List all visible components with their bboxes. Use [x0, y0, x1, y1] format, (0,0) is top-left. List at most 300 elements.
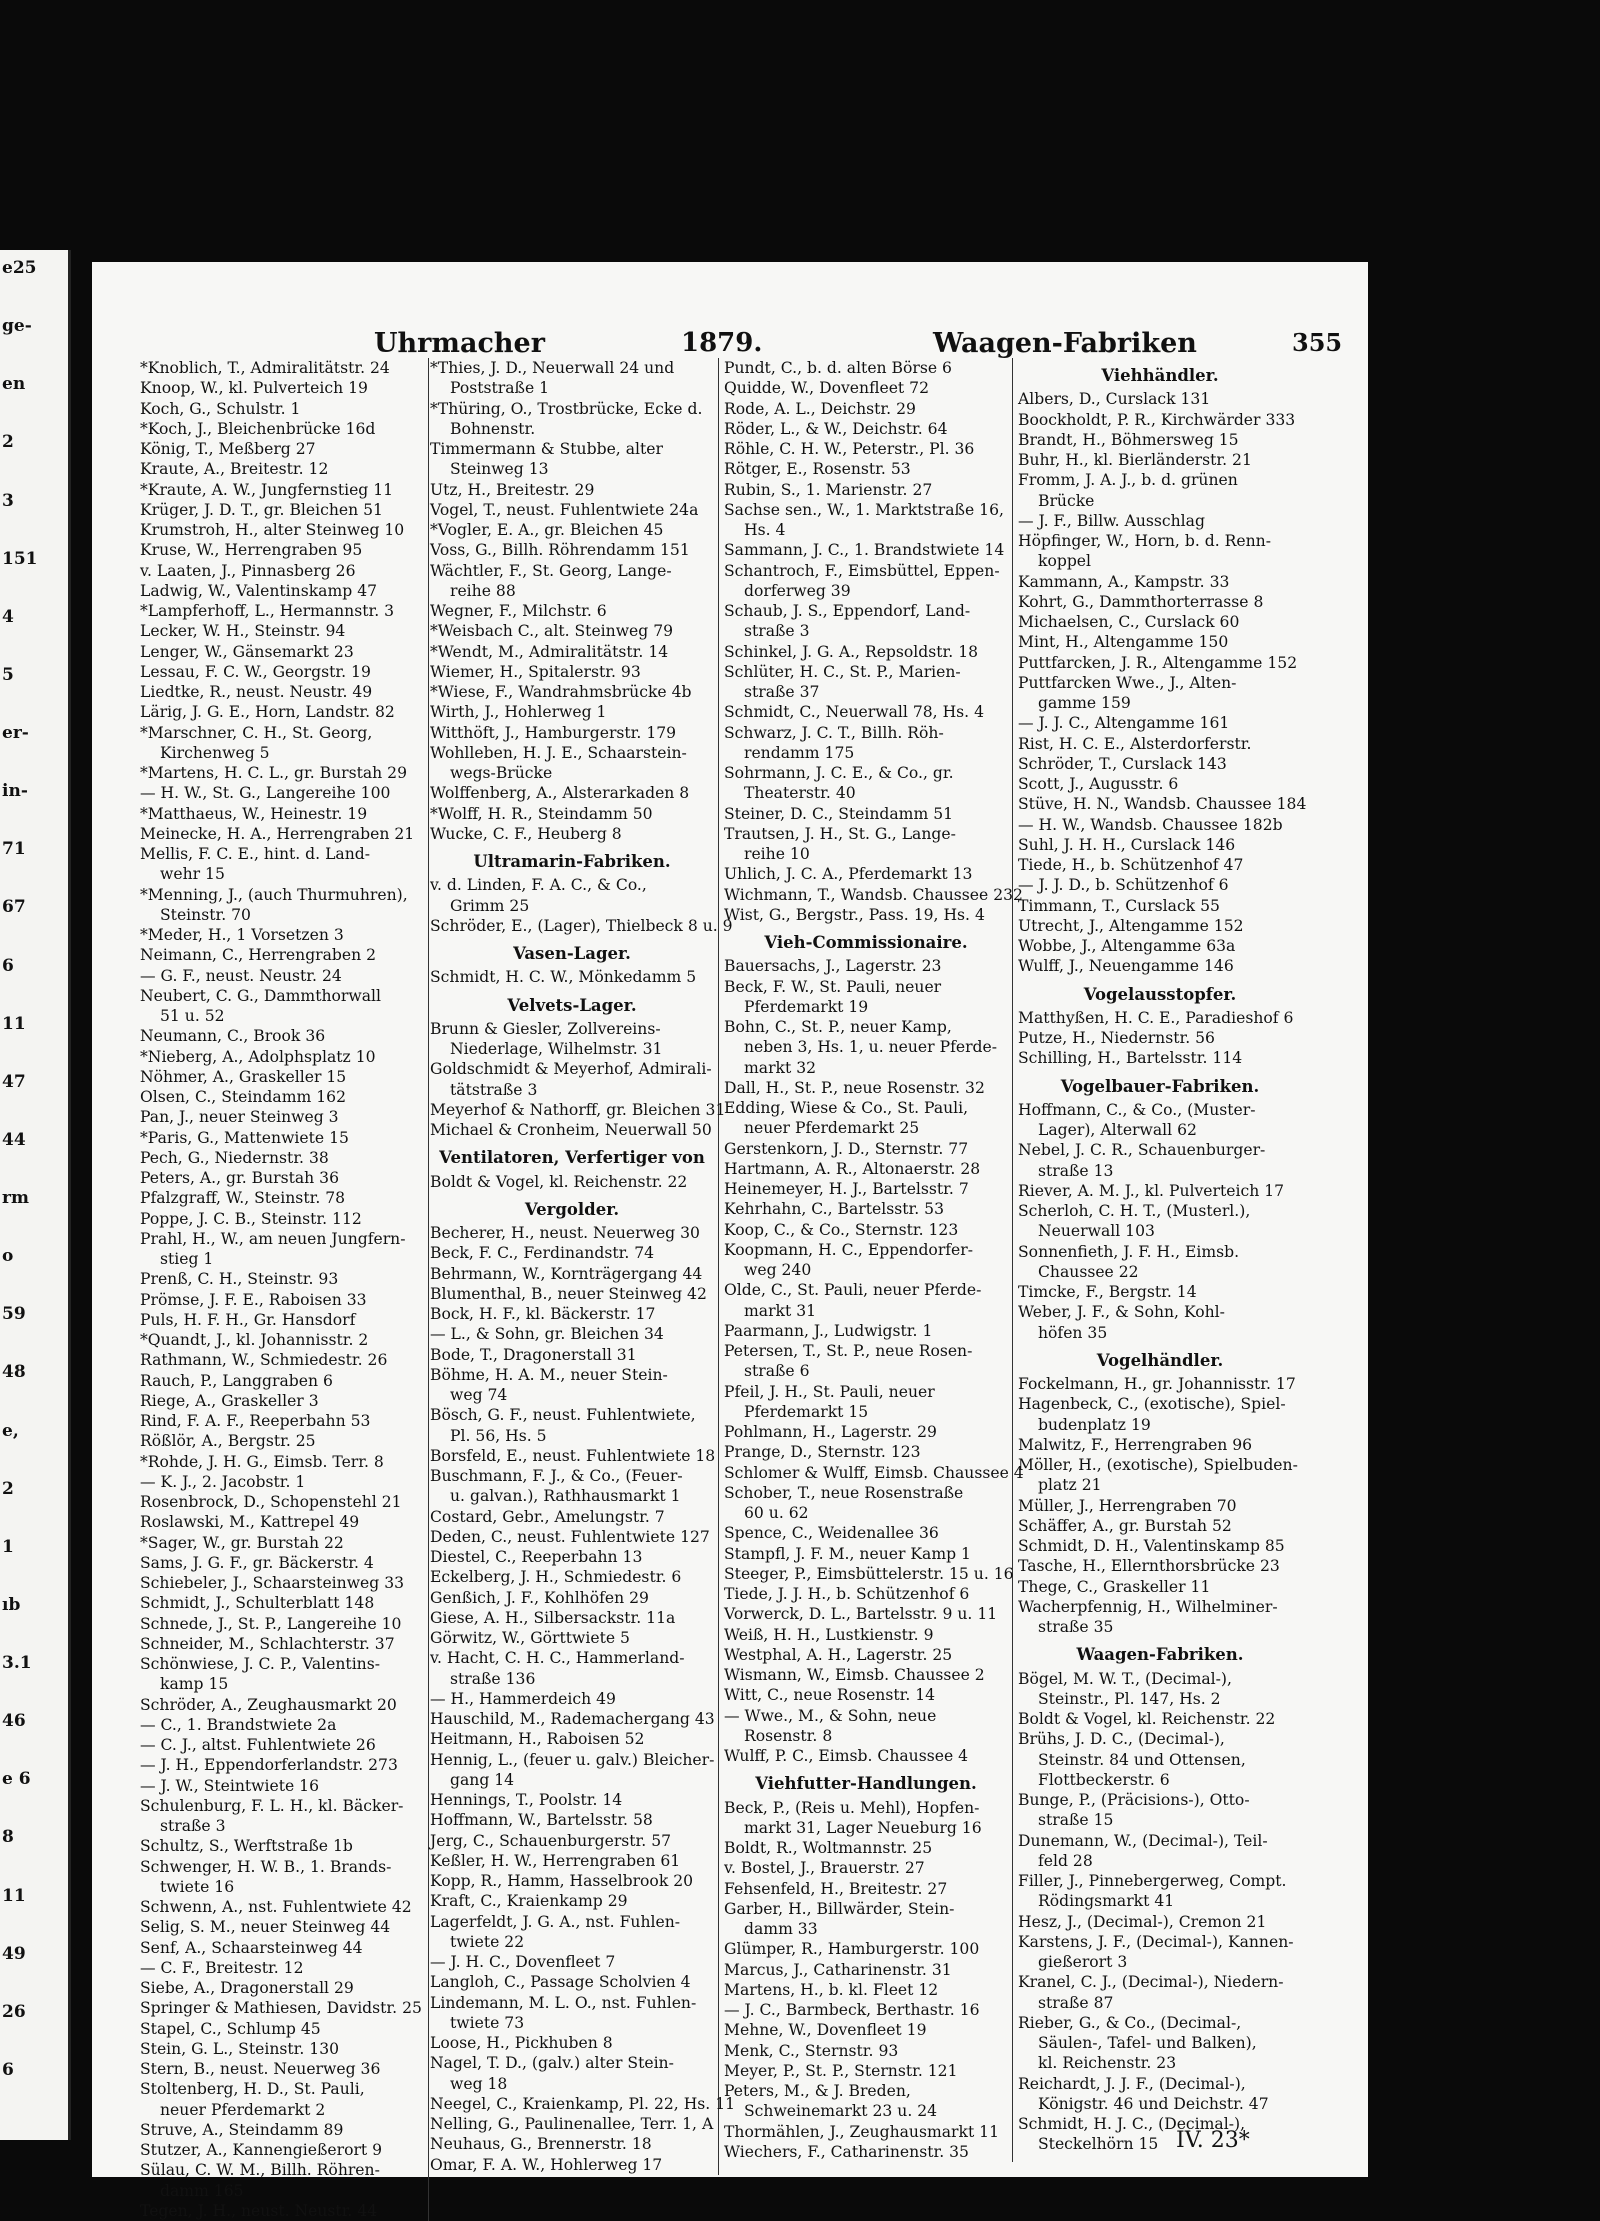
- directory-entry: Bunge, P., (Präcisions-), Otto-: [1018, 1791, 1250, 1809]
- directory-entry: Müller, J., Herrengraben 70: [1018, 1496, 1237, 1515]
- directory-entry: Wismann, W., Eimsb. Chaussee 2: [724, 1666, 985, 1684]
- directory-entry: Heitmann, H., Raboisen 52: [430, 1730, 645, 1749]
- directory-entry: Deden, C., neust. Fuhlentwiete 127: [430, 1527, 710, 1546]
- directory-entry: Tegen, J. H., neust. Neustr. 44: [140, 2201, 378, 2220]
- directory-entry: Blumenthal, B., neuer Steinweg 42: [430, 1284, 707, 1303]
- directory-entry: Mellis, F. C. E., hint. d. Land-: [140, 845, 371, 863]
- directory-entry: — L., & Sohn, gr. Bleichen 34: [430, 1325, 664, 1344]
- entry-continuation: Grimm 25: [450, 896, 530, 915]
- directory-entry: König, T., Meßberg 27: [140, 440, 316, 458]
- directory-entry: Timcke, F., Bergstr. 14: [1018, 1283, 1197, 1301]
- directory-entry: Wiemer, H., Spitalerstr. 93: [430, 662, 641, 681]
- directory-entry: Lecker, W. H., Steinstr. 94: [140, 622, 346, 641]
- directory-entry: — J. H. C., Dovenfleet 7: [430, 1953, 616, 1971]
- directory-entry: Kranel, C. J., (Decimal-), Niedern-: [1018, 1973, 1284, 1992]
- entry-continuation: reihe 88: [450, 581, 516, 600]
- directory-entry: Thormählen, J., Zeughausmarkt 11: [724, 2122, 1000, 2141]
- entry-continuation: straße 13: [1038, 1161, 1114, 1180]
- directory-entry: Buhr, H., kl. Bierländerstr. 21: [1018, 451, 1252, 469]
- margin-fragment: 6: [2, 2060, 14, 2080]
- directory-entry: Boockholdt, P. R., Kirchwärder 333: [1018, 410, 1296, 429]
- entry-continuation: weg 240: [744, 1261, 812, 1279]
- directory-entry: Schaub, J. S., Eppendorf, Land-: [724, 602, 971, 620]
- margin-fragment: 151: [2, 549, 38, 569]
- directory-entry: Vogel, T., neust. Fuhlentwiete 24a: [430, 500, 699, 519]
- margin-fragment: ıb: [2, 1595, 21, 1615]
- margin-fragment: 26: [2, 2002, 26, 2022]
- entry-continuation: straße 15: [1038, 1811, 1114, 1830]
- directory-entry: Rathmann, W., Schmiedestr. 26: [140, 1351, 388, 1370]
- directory-entry: Hesz, J., (Decimal-), Cremon 21: [1018, 1912, 1267, 1931]
- directory-entry: Kopp, R., Hamm, Hasselbrook 20: [430, 1872, 694, 1890]
- entry-continuation: straße 3: [160, 1817, 226, 1835]
- directory-entry: Hartmann, A. R., Altonaerstr. 28: [724, 1159, 981, 1178]
- directory-entry: Knoop, W., kl. Pulverteich 19: [140, 379, 368, 398]
- directory-entry: Rötger, E., Rosenstr. 53: [724, 460, 911, 479]
- directory-entry: Thege, C., Graskeller 11: [1018, 1577, 1211, 1596]
- directory-entry: *Wiese, F., Wandrahmsbrücke 4b: [430, 683, 692, 701]
- directory-entry: Schober, T., neue Rosenstraße: [724, 1483, 964, 1502]
- margin-fragment: 46: [2, 1711, 26, 1731]
- directory-entry: Meyer, P., St. P., Sternstr. 121: [724, 2061, 958, 2080]
- directory-entry: *Vogler, E. A., gr. Bleichen 45: [430, 521, 664, 539]
- directory-entry: — J. J. C., Altengamme 161: [1018, 714, 1230, 733]
- directory-entry: Hennig, L., (feuer u. galv.) Bleicher-: [430, 1750, 715, 1769]
- directory-entry: Kraute, A., Breitestr. 12: [140, 460, 329, 479]
- directory-entry: Filler, J., Pinnebergerweg, Compt.: [1018, 1872, 1287, 1890]
- directory-entry: Schröder, T., Curslack 143: [1018, 754, 1227, 773]
- margin-fragment: 11: [2, 1014, 26, 1034]
- directory-entry: Keßler, H. W., Herrengraben 61: [430, 1851, 681, 1870]
- entry-continuation: gamme 159: [1038, 694, 1131, 712]
- directory-entry: Nöhmer, A., Graskeller 15: [140, 1067, 347, 1086]
- directory-entry: *Thüring, O., Trostbrücke, Ecke d.: [430, 399, 703, 418]
- column-4: [1014, 358, 1306, 2155]
- margin-fragment: er-: [2, 723, 29, 743]
- margin-fragment: 3.1: [2, 1653, 32, 1673]
- section-heading: Vogelhändler.: [1096, 1350, 1224, 1370]
- directory-entry: Dunemann, W., (Decimal-), Teil-: [1018, 1831, 1268, 1850]
- directory-entry: Jerg, C., Schauenburgerstr. 57: [430, 1831, 672, 1850]
- entry-continuation: Pferdemarkt 15: [744, 1402, 869, 1421]
- entry-continuation: rendamm 175: [744, 743, 855, 762]
- directory-entry: *Knoblich, T., Admiralitätstr. 24: [140, 359, 390, 377]
- directory-entry: *Weisbach C., alt. Steinweg 79: [430, 622, 674, 641]
- directory-entry: Matthyßen, H. C. E., Paradieshof 6: [1018, 1008, 1294, 1027]
- directory-entry: Prange, D., Sternstr. 123: [724, 1443, 921, 1462]
- directory-entry: Krumstroh, H., alter Steinweg 10: [140, 521, 405, 539]
- margin-fragment: 2: [2, 432, 14, 452]
- entry-continuation: Kirchenweg 5: [160, 743, 270, 762]
- directory-entry: Hoffmann, W., Bartelsstr. 58: [430, 1811, 653, 1830]
- directory-entry: Olde, C., St. Pauli, neuer Pferde-: [724, 1281, 982, 1300]
- margin-fragment: e 6: [2, 1769, 31, 1789]
- directory-entry: Sams, J. G. F., gr. Bäckerstr. 4: [140, 1553, 374, 1572]
- directory-entry: v. Laaten, J., Pinnasberg 26: [140, 561, 356, 580]
- directory-entry: Heinemeyer, H. J., Bartelsstr. 7: [724, 1180, 969, 1198]
- directory-entry: Beck, P., (Reis u. Mehl), Hopfen-: [724, 1798, 980, 1817]
- directory-entry: Becherer, H., neust. Neuerweg 30: [430, 1224, 700, 1242]
- directory-entry: Schäffer, A., gr. Burstah 52: [1018, 1516, 1232, 1535]
- section-heading: Viehfutter-Handlungen.: [755, 1774, 977, 1794]
- directory-entry: Fockelmann, H., gr. Johannisstr. 17: [1018, 1375, 1296, 1393]
- directory-entry: Lessau, F. C. W., Georgstr. 19: [140, 662, 371, 681]
- directory-entry: Böhme, H. A. M., neuer Stein-: [430, 1365, 668, 1384]
- entry-continuation: Steinstr. 84 und Ottensen,: [1038, 1750, 1246, 1769]
- directory-entry: Utz, H., Breitestr. 29: [430, 480, 595, 499]
- directory-entry: Stutzer, A., Kannengießerort 9: [140, 2141, 383, 2159]
- directory-entry: Puttfarcken, J. R., Altengamme 152: [1018, 653, 1298, 672]
- margin-fragment: ge-: [2, 316, 32, 336]
- directory-entry: Wolffenberg, A., Alsterarkaden 8: [430, 784, 690, 803]
- entry-continuation: twiete 73: [450, 2013, 525, 2032]
- entry-continuation: Brücke: [1038, 491, 1095, 510]
- directory-entry: Möller, H., (exotische), Spielbuden-: [1018, 1456, 1298, 1474]
- entry-continuation: straße 87: [1038, 1993, 1114, 2012]
- directory-entry: Quidde, W., Dovenfleet 72: [724, 379, 929, 398]
- directory-entry: Senf, A., Schaarsteinweg 44: [140, 1938, 363, 1957]
- margin-fragment: 3: [2, 491, 14, 511]
- directory-entry: Stern, B., neust. Neuerweg 36: [140, 2060, 381, 2078]
- entry-continuation: Steinstr. 70: [160, 905, 251, 924]
- section-heading: Vogelausstopfer.: [1083, 984, 1237, 1004]
- directory-entry: Schmidt, H. C. W., Mönkedamm 5: [430, 968, 697, 987]
- directory-entry: Schwarz, J. C. T., Billh. Röh-: [724, 723, 944, 742]
- directory-entry: Scott, J., Augusstr. 6: [1018, 775, 1179, 793]
- directory-entry: Kohrt, G., Dammthorterrasse 8: [1018, 592, 1264, 611]
- directory-entry: Martens, H., b. kl. Fleet 12: [724, 1980, 939, 1999]
- directory-entry: Schönwiese, J. C. P., Valentins-: [140, 1655, 380, 1673]
- entry-continuation: gang 14: [450, 1770, 515, 1789]
- entry-continuation: markt 31, Lager Neueburg 16: [744, 1818, 982, 1837]
- directory-entry: *Koch, J., Bleichenbrücke 16d: [140, 419, 376, 438]
- directory-entry: Wist, G., Bergstr., Pass. 19, Hs. 4: [724, 905, 985, 924]
- entry-continuation: markt 31: [744, 1301, 817, 1320]
- directory-entry: Albers, D., Curslack 131: [1018, 390, 1211, 409]
- directory-entry: Schultz, S., Werftstraße 1b: [140, 1837, 353, 1856]
- entry-continuation: damm 33: [744, 1920, 818, 1938]
- directory-entry: Behrmann, W., Kornträgergang 44: [430, 1264, 703, 1283]
- directory-entry: Fehsenfeld, H., Breitestr. 27: [724, 1879, 948, 1898]
- directory-entry: Eckelberg, J. H., Schmiedestr. 6: [430, 1568, 682, 1587]
- directory-entry: Diestel, C., Reeperbahn 13: [430, 1548, 643, 1566]
- section-heading: Velvets-Lager.: [507, 995, 637, 1015]
- directory-entry: — K. J., 2. Jacobstr. 1: [140, 1472, 306, 1491]
- directory-entry: Steeger, P., Eimsbüttelerstr. 15 u. 16: [724, 1564, 1014, 1583]
- directory-entry: Puttfarcken Wwe., J., Alten-: [1018, 673, 1237, 692]
- directory-entry: — C. J., altst. Fuhlentwiete 26: [140, 1736, 376, 1754]
- directory-entry: Westphal, A. H., Lagerstr. 25: [724, 1645, 953, 1664]
- directory-entry: Wucke, C. F., Heuberg 8: [430, 824, 622, 843]
- margin-fragment: 5: [2, 665, 14, 685]
- directory-entry: Nelling, G., Paulinenallee, Terr. 1, A: [430, 2115, 714, 2133]
- entry-continuation: Schweinemarkt 23 u. 24: [744, 2102, 938, 2121]
- directory-entry: Stapel, C., Schlump 45: [140, 2019, 321, 2038]
- directory-entry: Schnede, J., St. P., Langereihe 10: [140, 1614, 402, 1633]
- directory-entry: Bock, H. F., kl. Bäckerstr. 17: [430, 1305, 656, 1323]
- directory-entry: Bode, T., Dragonerstall 31: [430, 1345, 637, 1364]
- entry-continuation: 60 u. 62: [744, 1504, 809, 1522]
- directory-entry: — H. W., Wandsb. Chaussee 182b: [1018, 815, 1283, 834]
- header-left-title: Uhrmacher: [374, 328, 545, 359]
- section-heading: Waagen-Fabriken.: [1076, 1645, 1244, 1665]
- directory-entry: Rauch, P., Langgraben 6: [140, 1371, 333, 1390]
- directory-entry: Schmidt, C., Neuerwall 78, Hs. 4: [724, 703, 985, 722]
- directory-entry: Marcus, J., Catharinenstr. 31: [724, 1960, 952, 1979]
- directory-entry: Puls, H. F. H., Gr. Hansdorf: [140, 1310, 356, 1329]
- directory-entry: Beck, F. C., Ferdinandstr. 74: [430, 1244, 655, 1263]
- directory-entry: Weiß, H. H., Lustkienstr. 9: [724, 1625, 934, 1644]
- entry-continuation: twiete 16: [160, 1877, 235, 1896]
- directory-entry: Schantroch, F., Eimsbüttel, Eppen-: [724, 561, 1000, 580]
- directory-entry: Pundt, C., b. d. alten Börse 6: [724, 359, 952, 377]
- entry-continuation: feld 28: [1038, 1851, 1093, 1870]
- entry-continuation: Neuerwall 103: [1038, 1222, 1155, 1241]
- directory-entry: Krüger, J. D. T., gr. Bleichen 51: [140, 500, 383, 519]
- directory-entry: Wegner, F., Milchstr. 6: [430, 602, 607, 620]
- directory-entry: Hoffmann, C., & Co., (Muster-: [1018, 1100, 1256, 1119]
- directory-entry: Rieber, G., & Co., (Decimal-,: [1018, 2013, 1242, 2032]
- directory-entry: Kehrhahn, C., Bartelsstr. 53: [724, 1200, 945, 1219]
- margin-fragment: o: [2, 1246, 14, 1266]
- directory-entry: Rind, F. A. F., Reeperbahn 53: [140, 1412, 371, 1430]
- directory-entry: Prahl, H., W., am neuen Jungfern-: [140, 1229, 406, 1248]
- directory-entry: Lagerfeldt, J. G. A., nst. Fuhlen-: [430, 1912, 681, 1931]
- directory-entry: Siebe, A., Dragonerstall 29: [140, 1979, 354, 1997]
- directory-entry: Selig, S. M., neuer Steinweg 44: [140, 1918, 391, 1937]
- section-heading: Viehhändler.: [1101, 366, 1219, 385]
- directory-entry: Voss, G., Billh. Röhrendamm 151: [430, 541, 690, 560]
- directory-entry: Malwitz, F., Herrengraben 96: [1018, 1435, 1253, 1454]
- entry-continuation: gießerort 3: [1038, 1953, 1128, 1971]
- directory-entry: Sammann, J. C., 1. Brandstwiete 14: [724, 541, 1005, 560]
- directory-entry: Schneider, M., Schlachterstr. 37: [140, 1634, 395, 1653]
- directory-entry: Hauschild, M., Rademachergang 43: [430, 1710, 715, 1728]
- directory-entry: Schilling, H., Bartelsstr. 114: [1018, 1049, 1243, 1068]
- directory-entry: Brandt, H., Böhmersweg 15: [1018, 430, 1239, 449]
- directory-entry: Meinecke, H. A., Herrengraben 21: [140, 824, 415, 843]
- directory-entry: Röhle, C. H. W., Peterstr., Pl. 36: [724, 440, 975, 458]
- margin-fragment: 71: [2, 839, 26, 859]
- entry-continuation: dorferweg 39: [744, 581, 851, 600]
- directory-entry: Omar, F. A. W., Hohlerweg 17: [430, 2155, 663, 2174]
- entry-continuation: Steckelhörn 15: [1038, 2135, 1159, 2154]
- directory-entry: Rist, H. C. E., Alsterdorferstr.: [1018, 734, 1252, 753]
- directory-entry: Michael & Cronheim, Neuerwall 50: [430, 1121, 712, 1139]
- directory-entry: Schwenger, H. W. B., 1. Brands-: [140, 1857, 392, 1876]
- directory-entry: Dall, H., St. P., neue Rosenstr. 32: [724, 1078, 985, 1097]
- directory-entry: *Rohde, J. H. G., Eimsb. Terr. 8: [140, 1452, 384, 1471]
- margin-fragment: 47: [2, 1072, 26, 1092]
- entry-continuation: straße 37: [744, 683, 820, 701]
- signature-mark: IV. 23*: [1176, 2128, 1250, 2153]
- directory-entry: Stüve, H. N., Wandsb. Chaussee 184: [1018, 795, 1307, 814]
- section-heading: Vieh-Commissionaire.: [764, 933, 968, 952]
- entry-continuation: neuer Pferdemarkt 25: [744, 1119, 920, 1138]
- directory-entry: *Meder, H., 1 Vorsetzen 3: [140, 926, 344, 944]
- directory-entry: Tiede, J. J. H., b. Schützenhof 6: [724, 1585, 970, 1603]
- directory-entry: Neimann, C., Herrengraben 2: [140, 946, 377, 965]
- page-number: 355: [1292, 328, 1343, 357]
- adjacent-page-edge: [0, 250, 71, 2140]
- directory-entry: Mint, H., Altengamme 150: [1018, 633, 1229, 652]
- directory-entry: Steiner, D. C., Steindamm 51: [724, 804, 954, 823]
- directory-entry: Timmermann & Stubbe, alter: [430, 440, 663, 458]
- directory-entry: Fromm, J. A. J., b. d. grünen: [1018, 471, 1238, 490]
- margin-fragment: 67: [2, 897, 26, 917]
- entry-continuation: Säulen-, Tafel- und Balken),: [1038, 2034, 1257, 2052]
- entry-continuation: Rödingsmarkt 41: [1038, 1892, 1175, 1911]
- directory-entry: Poppe, J. C. B., Steinstr. 112: [140, 1209, 362, 1228]
- directory-entry: Neumann, C., Brook 36: [140, 1027, 326, 1046]
- entry-continuation: wegs-Brücke: [450, 764, 553, 782]
- margin-fragment: 6: [2, 956, 14, 976]
- margin-fragment: e25: [2, 258, 37, 278]
- section-heading: Vergolder.: [524, 1199, 620, 1219]
- directory-entry: Sülau, C. W. M., Billh. Röhren-: [140, 2161, 380, 2180]
- directory-entry: Garber, H., Billwärder, Stein-: [724, 1899, 955, 1918]
- entry-continuation: platz 21: [1038, 1476, 1102, 1495]
- directory-entry: Lenger, W., Gänsemarkt 23: [140, 642, 354, 661]
- directory-entry: Witt, C., neue Rosenstr. 14: [724, 1686, 936, 1705]
- directory-entry: *Martens, H. C. L., gr. Burstah 29: [140, 764, 407, 782]
- entry-continuation: neuer Pferdemarkt 2: [160, 2100, 326, 2119]
- directory-entry: Schröder, E., (Lager), Thielbeck 8 u. 9: [430, 916, 733, 935]
- directory-entry: Loose, H., Pickhuben 8: [430, 2034, 613, 2052]
- directory-entry: Olsen, C., Steindamm 162: [140, 1088, 346, 1106]
- directory-entry: Neegel, C., Kraienkamp, Pl. 22, Hs. 11: [430, 2094, 736, 2113]
- entry-continuation: 51 u. 52: [160, 1007, 225, 1025]
- directory-entry: Wichmann, T., Wandsb. Chaussee 232: [724, 885, 1023, 904]
- directory-entry: Tiede, H., b. Schützenhof 47: [1018, 856, 1244, 874]
- column-1: [136, 358, 429, 2221]
- directory-entry: Menk, C., Sternstr. 93: [724, 2041, 899, 2060]
- entry-continuation: Niederlage, Wilhelmstr. 31: [450, 1040, 663, 1058]
- section-heading: Vasen-Lager.: [513, 944, 631, 963]
- directory-entry: Stein, G. L., Steinstr. 130: [140, 2039, 340, 2058]
- entry-continuation: straße 136: [450, 1669, 536, 1688]
- entry-continuation: Theaterstr. 40: [744, 784, 856, 803]
- directory-entry: Peters, M., & J. Breden,: [724, 2082, 911, 2100]
- entry-continuation: reihe 10: [744, 845, 810, 863]
- directory-entry: Roslawski, M., Kattrepel 49: [140, 1513, 360, 1532]
- directory-entry: *Sager, W., gr. Burstah 22: [140, 1533, 344, 1552]
- directory-entry: Hennings, T., Poolstr. 14: [430, 1791, 623, 1809]
- directory-entry: *Matthaeus, W., Heinestr. 19: [140, 804, 368, 823]
- directory-entry: *Menning, J., (auch Thurmuhren),: [140, 885, 408, 904]
- directory-entry: v. d. Linden, F. A. C., & Co.,: [430, 876, 647, 895]
- directory-entry: Stampfl, J. F. M., neuer Kamp 1: [724, 1544, 971, 1563]
- directory-entry: Nebel, J. C. R., Schauenburger-: [1018, 1141, 1266, 1160]
- margin-fragment: 1: [2, 1537, 14, 1557]
- directory-entry: Brunn & Giesler, Zollvereins-: [430, 1019, 661, 1038]
- section-heading: Ultramarin-Fabriken.: [473, 852, 671, 871]
- directory-entry: — Wwe., M., & Sohn, neue: [724, 1706, 937, 1725]
- entry-continuation: weg 74: [450, 1386, 508, 1404]
- margin-fragment: en: [2, 374, 26, 394]
- directory-entry: Schlüter, H. C., St. P., Marien-: [724, 662, 961, 681]
- directory-entry: Kraft, C., Kraienkamp 29: [430, 1892, 628, 1911]
- entry-continuation: u. galvan.), Rathhausmarkt 1: [450, 1487, 681, 1506]
- directory-entry: Costard, Gebr., Amelungstr. 7: [430, 1507, 665, 1526]
- entry-continuation: damm 165: [160, 2181, 244, 2200]
- directory-entry: Schulenburg, F. L. H., kl. Bäcker-: [140, 1796, 404, 1815]
- directory-entry: Sachse sen., W., 1. Marktstraße 16,: [724, 500, 1004, 519]
- directory-entry: Giese, A. H., Silbersackstr. 11a: [430, 1608, 676, 1627]
- directory-entry: Ladwig, W., Valentinskamp 47: [140, 581, 378, 600]
- entry-continuation: neben 3, Hs. 1, u. neuer Pferde-: [744, 1038, 998, 1057]
- directory-entry: Michaelsen, C., Curslack 60: [1018, 613, 1240, 631]
- entry-continuation: Flottbeckerstr. 6: [1038, 1770, 1170, 1789]
- directory-entry: Petersen, T., St. P., neue Rosen-: [724, 1342, 973, 1360]
- directory-entry: Meyerhof & Nathorff, gr. Bleichen 31: [430, 1100, 726, 1119]
- directory-entry: v. Bostel, J., Brauerstr. 27: [724, 1859, 925, 1878]
- section-heading: Ventilatoren, Verfertiger von: [439, 1148, 705, 1168]
- directory-entry: Uhlich, J. C. A., Pferdemarkt 13: [724, 865, 973, 884]
- margin-fragment: 44: [2, 1130, 26, 1150]
- entry-continuation: Bohnenstr.: [450, 419, 536, 438]
- directory-entry: Peters, A., gr. Burstah 36: [140, 1169, 340, 1187]
- entry-continuation: straße 3: [744, 622, 810, 641]
- directory-entry: Kruse, W., Herrengraben 95: [140, 541, 363, 560]
- directory-entry: v. Hacht, C. H. C., Hammerland-: [430, 1649, 685, 1668]
- directory-entry: Trautsen, J. H., St. G., Lange-: [724, 824, 956, 843]
- entry-continuation: Chaussee 22: [1038, 1262, 1139, 1281]
- directory-entry: Buschmann, F. J., & Co., (Feuer-: [430, 1467, 683, 1485]
- directory-entry: Wiechers, F., Catharinenstr. 35: [724, 2142, 969, 2161]
- entry-continuation: Poststraße 1: [450, 379, 550, 398]
- page-header: [92, 328, 1368, 360]
- directory-entry: Paarmann, J., Ludwigstr. 1: [724, 1321, 933, 1340]
- directory-entry: — J. W., Steintwiete 16: [140, 1776, 320, 1795]
- margin-fragment: in-: [2, 781, 28, 801]
- directory-entry: Wohlleben, H. J. E., Schaarstein-: [430, 743, 687, 762]
- directory-entry: Wächtler, F., St. Georg, Lange-: [430, 561, 672, 580]
- entry-continuation: kamp 15: [160, 1675, 229, 1694]
- directory-entry: Pfalzgraff, W., Steinstr. 78: [140, 1189, 346, 1208]
- directory-entry: Neuhaus, G., Brennerstr. 18: [430, 2135, 652, 2154]
- directory-entry: Utrecht, J., Altengamme 152: [1018, 916, 1244, 935]
- directory-entry: Wulff, P. C., Eimsb. Chaussee 4: [724, 1747, 969, 1765]
- directory-entry: *Thies, J. D., Neuerwall 24 und: [430, 359, 675, 377]
- directory-entry: Nagel, T. D., (galv.) alter Stein-: [430, 2054, 674, 2073]
- directory-entry: Görwitz, W., Görttwiete 5: [430, 1629, 630, 1647]
- directory-entry: Reichardt, J. J. F., (Decimal-),: [1018, 2074, 1246, 2093]
- entry-continuation: Steinweg 13: [450, 460, 549, 479]
- margin-fragment: 49: [2, 1944, 26, 1964]
- directory-entry: Goldschmidt & Meyerhof, Admirali-: [430, 1060, 712, 1079]
- directory-entry: Rößlör, A., Bergstr. 25: [140, 1432, 316, 1451]
- directory-entry: Karstens, J. F., (Decimal-), Kannen-: [1018, 1932, 1294, 1951]
- margin-fragment: 8: [2, 1827, 14, 1847]
- directory-entry: Weber, J. F., & Sohn, Kohl-: [1018, 1303, 1225, 1322]
- directory-entry: Boldt, R., Woltmannstr. 25: [724, 1839, 933, 1857]
- directory-page: [92, 262, 1368, 2220]
- directory-entry: Riege, A., Graskeller 3: [140, 1391, 319, 1410]
- directory-entry: Koch, G., Schulstr. 1: [140, 399, 301, 418]
- directory-entry: *Marschner, C. H., St. Georg,: [140, 723, 373, 742]
- directory-entry: Schinkel, J. G. A., Repsoldstr. 18: [724, 642, 979, 661]
- directory-entry: Sonnenfieth, J. F. H., Eimsb.: [1018, 1242, 1240, 1261]
- directory-entry: Beck, F. W., St. Pauli, neuer: [724, 977, 942, 996]
- directory-entry: Wacherpfennig, H., Wilhelminer-: [1018, 1597, 1278, 1616]
- directory-entry: Springer & Mathiesen, Davidstr. 25: [140, 1999, 422, 2018]
- entry-continuation: twiete 22: [450, 1932, 525, 1951]
- entry-continuation: Lager), Alterwall 62: [1038, 1121, 1197, 1139]
- directory-entry: *Lampferhoff, L., Hermannstr. 3: [140, 602, 395, 620]
- entry-continuation: Hs. 4: [744, 521, 786, 539]
- directory-entry: Wirth, J., Hohlerweg 1: [430, 703, 607, 722]
